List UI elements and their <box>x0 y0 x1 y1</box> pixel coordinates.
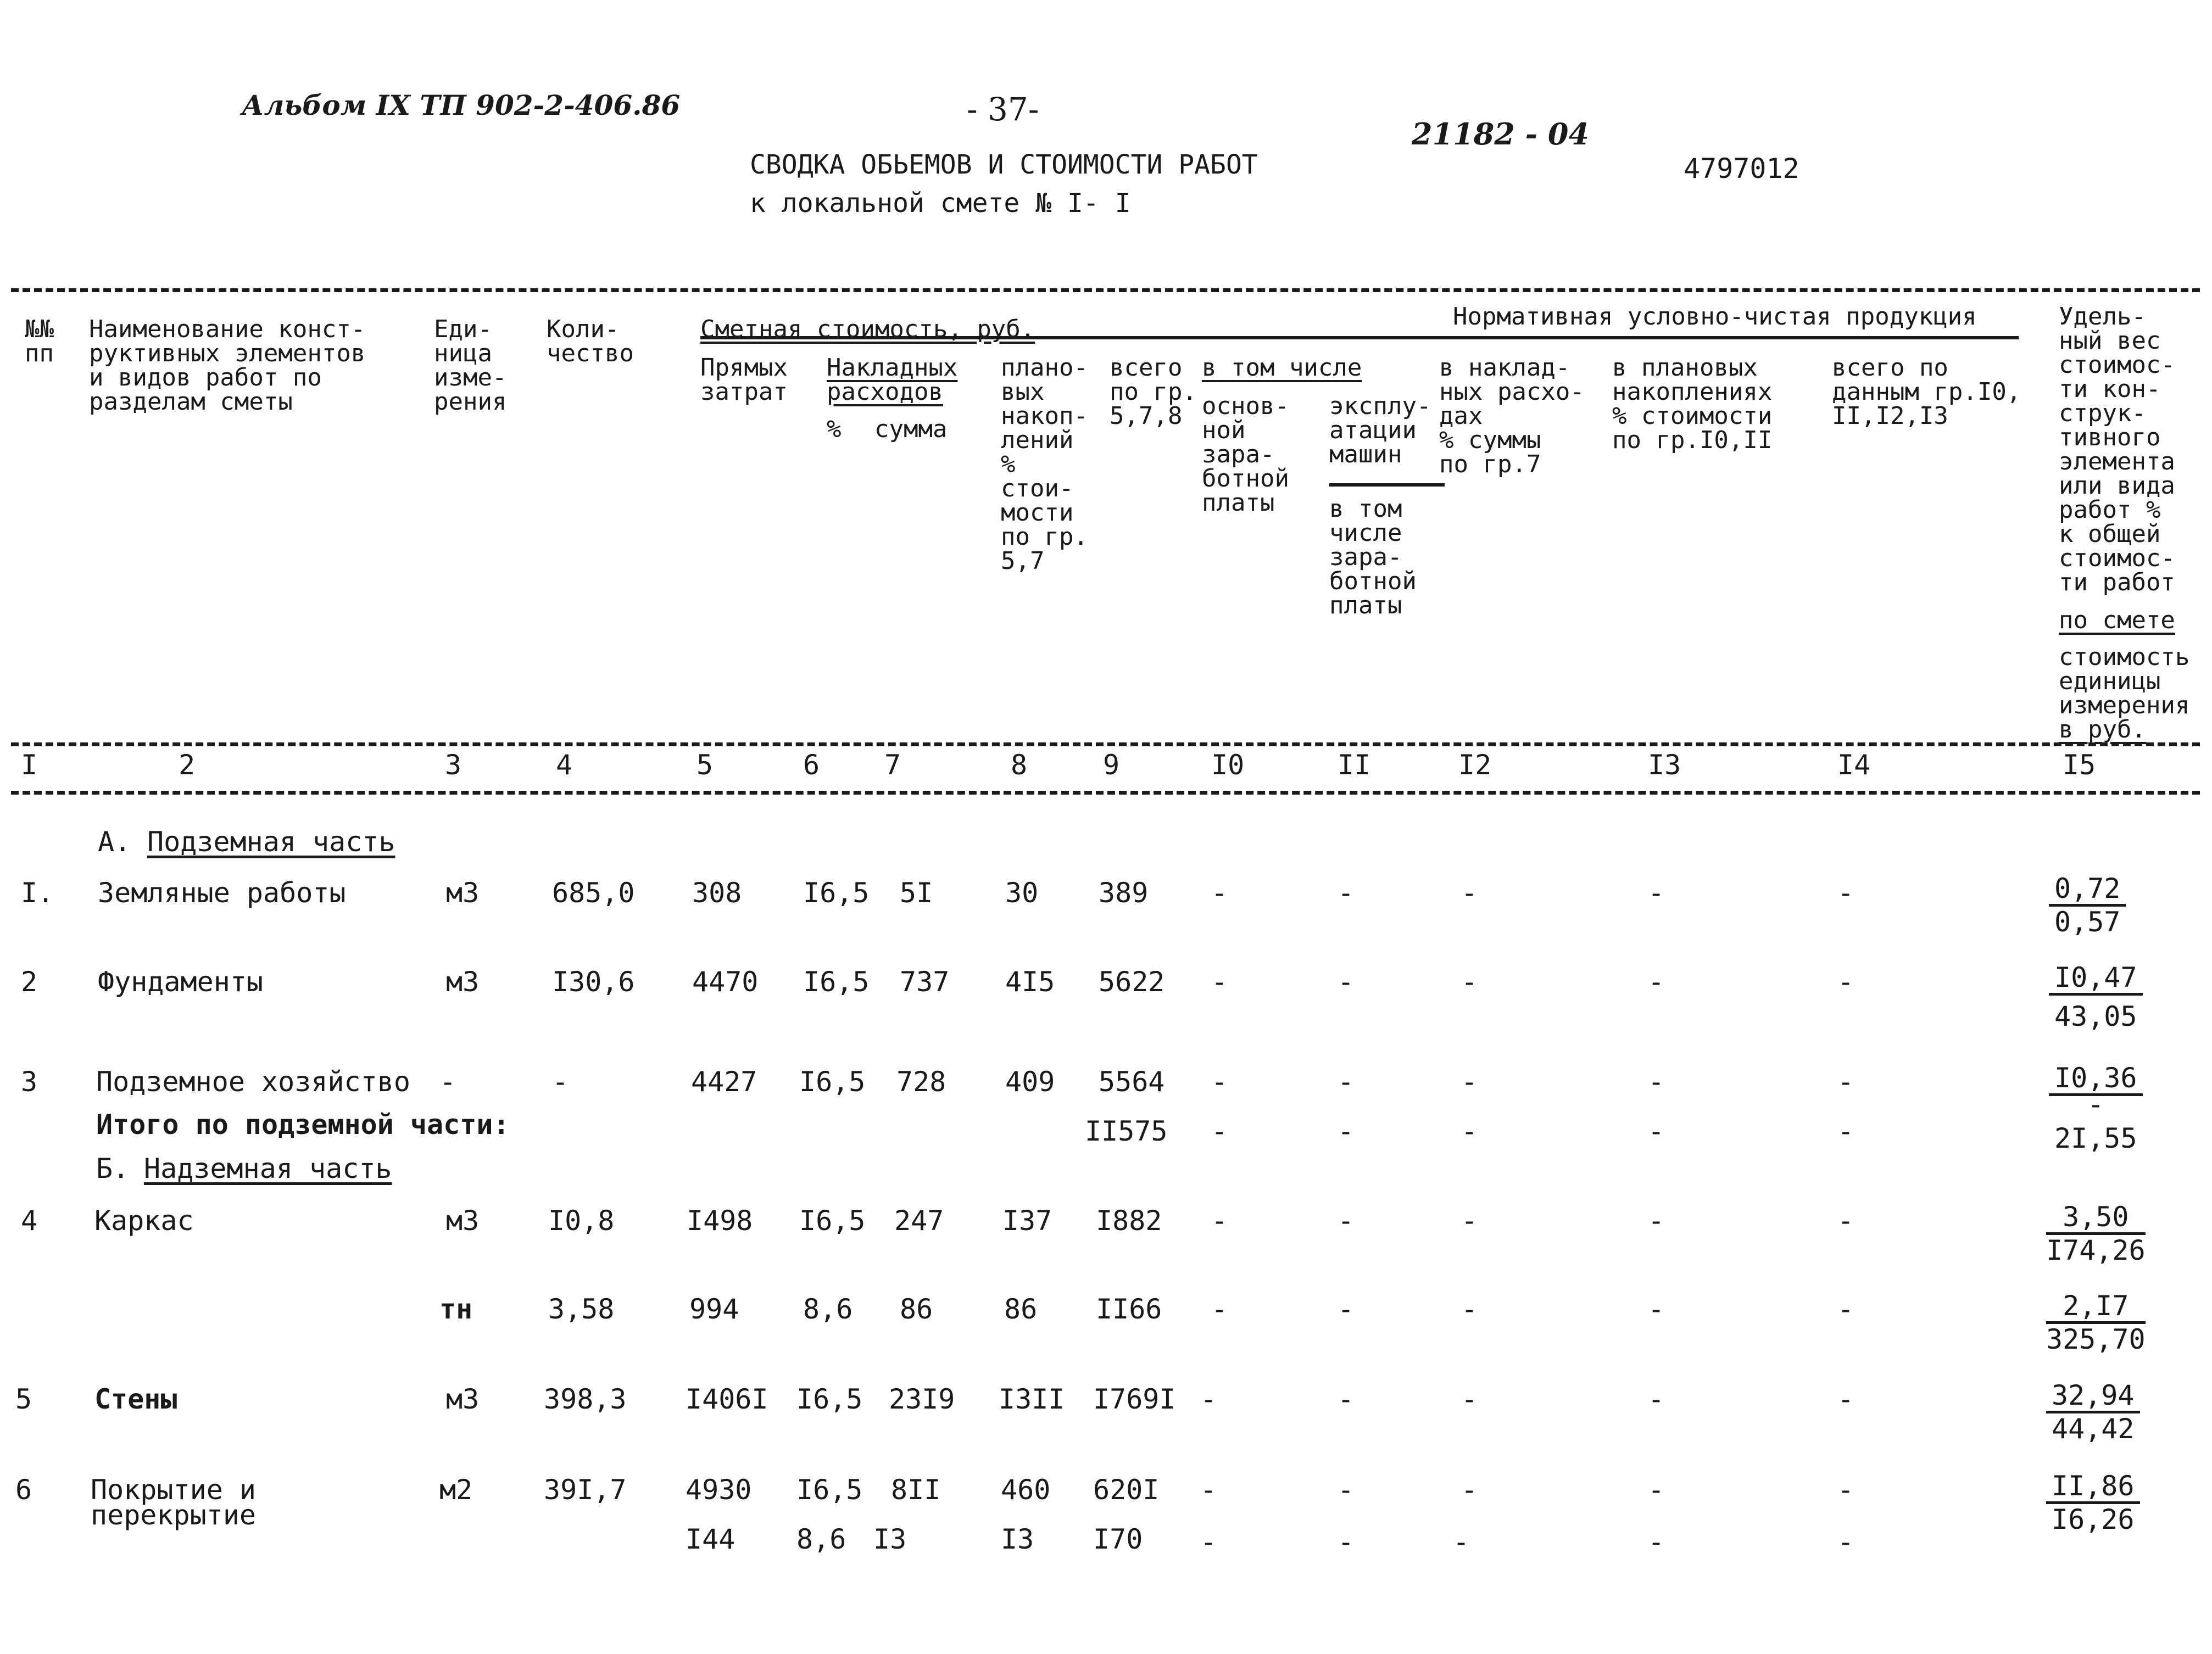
row-share: 32,94 <box>2046 1380 2140 1413</box>
row-col12: - <box>1453 1526 1470 1558</box>
row-unit: м3 <box>446 877 480 909</box>
col-header-unit: Еди- ница изме- рения <box>434 315 507 416</box>
document-number: 4797012 <box>1684 153 1799 185</box>
row-direct-costs: I498 <box>687 1205 753 1237</box>
row-quantity: 3,58 <box>548 1293 615 1325</box>
row-total: II66 <box>1096 1293 1162 1325</box>
row-number: 5 <box>15 1383 32 1415</box>
row-share-and-unit-cost <box>2046 1380 2140 1444</box>
section-a-prefix: А. <box>98 826 131 858</box>
row-col12: - <box>1461 1205 1478 1237</box>
page-number: - 37- <box>967 91 1039 128</box>
row-overhead-sum: 737 <box>900 966 950 998</box>
row-col10: - <box>1200 1474 1217 1506</box>
col-header-overhead: Накладных расходов <box>827 354 958 406</box>
col-group-estimated-cost: Сметная стоимость, руб. <box>700 315 1035 343</box>
section-b-prefix: Б. <box>96 1153 130 1184</box>
column-number: I5 <box>2063 749 2096 781</box>
col-header-15c: стоимость единицы измерения <box>2059 643 2190 719</box>
col-header-overhead-sum: сумма <box>874 415 948 443</box>
col-group-net-production: Нормативная условно-чистая продукция <box>1453 303 1977 331</box>
row-col13: - <box>1648 877 1665 909</box>
album-reference: Альбом IX ТП 902-2-406.86 <box>242 89 681 121</box>
row-col10: - <box>1211 1115 1228 1147</box>
row-col10: - <box>1211 1066 1228 1098</box>
row-col13: - <box>1648 1383 1665 1415</box>
row-overhead-sum: 247 <box>894 1205 944 1237</box>
column-number: I2 <box>1458 749 1492 781</box>
row-direct-costs: I406I <box>686 1383 768 1415</box>
section-b-title: Надземная часть <box>144 1153 392 1184</box>
row-overhead-sum: 5I <box>900 877 933 909</box>
col-header-planned-savings: плано- вых накоп- лений % стои- мости по гр. 5,7 <box>1001 354 1088 575</box>
row-direct-costs: 4930 <box>686 1474 752 1506</box>
row-col14: - <box>1837 1383 1854 1415</box>
row-col13: - <box>1648 1293 1665 1325</box>
col-header-total: всего по гр. 5,7,8 <box>1110 354 1197 430</box>
subtotal-total: II575 <box>1085 1115 1168 1147</box>
col-header-in-overhead: в наклад- ных расхо- дах % суммы по гр.7 <box>1439 354 1585 478</box>
row-number: 2 <box>21 966 38 998</box>
row-col10: - <box>1200 1526 1217 1558</box>
row-overhead-percent: 8,6 <box>796 1523 846 1555</box>
subtotal-share: 2I,55 <box>2054 1122 2137 1154</box>
row-overhead-percent: I6,5 <box>796 1474 863 1506</box>
row-col11: - <box>1338 1474 1355 1506</box>
col-header-direct-costs: Прямых затрат <box>700 354 788 406</box>
column-number: I0 <box>1211 749 1245 781</box>
row-col12: - <box>1461 877 1478 909</box>
column-number: I4 <box>1837 749 1871 781</box>
col-header-15a: Удель- ный вес стоимос- ти кон- струк- тивного элемента или вида работ % к общей стоимос- ти работ <box>2059 303 2175 596</box>
row-unit-cost: - <box>2087 1088 2104 1120</box>
row-unit: м3 <box>446 1205 480 1237</box>
row-overhead-percent: I6,5 <box>799 1066 866 1098</box>
row-col11: - <box>1338 1205 1355 1237</box>
row-col12: - <box>1461 1115 1478 1147</box>
row-share-and-unit-cost <box>2046 1290 2146 1355</box>
row-planned-savings: I3II <box>999 1383 1065 1415</box>
row-col14: - <box>1837 966 1854 998</box>
col-header-machine-operation: эксплу- атации машин <box>1329 392 1431 468</box>
row-col13: - <box>1648 1205 1665 1237</box>
row-col12: - <box>1461 1066 1478 1098</box>
row-planned-savings: 4I5 <box>1005 966 1055 998</box>
col-group-including: в том числе <box>1202 354 1362 382</box>
row-share: 0,72 <box>2049 873 2126 907</box>
row-col12: - <box>1461 966 1478 998</box>
subtotal-label: Итого по подземной части: <box>96 1109 510 1141</box>
column-number: 7 <box>884 749 901 781</box>
col-header-name: Наименование конст- руктивных элементов и видов работ по разделам сметы <box>89 315 366 416</box>
col-header-overhead-percent: % <box>827 415 842 443</box>
column-number: 9 <box>1103 749 1120 781</box>
row-total: 5622 <box>1099 966 1165 998</box>
row-col13: - <box>1648 1526 1665 1558</box>
row-unit-cost: I74,26 <box>2046 1234 2146 1266</box>
header-bottom-rule <box>11 742 2200 746</box>
numbers-bottom-rule <box>11 791 2200 795</box>
row-share: II,86 <box>2046 1471 2140 1504</box>
row-unit: - <box>439 1066 456 1098</box>
row-share-and-unit-cost <box>2046 1471 2140 1535</box>
row-col10: - <box>1211 1293 1228 1325</box>
row-planned-savings: I3 <box>1001 1523 1034 1555</box>
row-unit: тн <box>439 1293 473 1325</box>
row-col11: - <box>1338 1115 1355 1147</box>
column-number: 4 <box>556 749 573 781</box>
row-quantity: - <box>552 1066 569 1098</box>
row-overhead-percent: I6,5 <box>803 877 870 909</box>
row-total: 620I <box>1093 1474 1160 1506</box>
row-col14: - <box>1837 877 1854 909</box>
row-col10: - <box>1200 1383 1217 1415</box>
row-col14: - <box>1837 1526 1854 1558</box>
column-number: I3 <box>1648 749 1681 781</box>
row-unit-cost: 0,57 <box>2054 906 2121 938</box>
row-unit: м3 <box>446 1383 480 1415</box>
row-col14: - <box>1837 1205 1854 1237</box>
row-direct-costs: I44 <box>686 1523 736 1555</box>
row-total: I769I <box>1093 1383 1176 1415</box>
row-planned-savings: I37 <box>1002 1205 1052 1237</box>
row-planned-savings: 30 <box>1005 877 1039 909</box>
row-name: Каркас <box>94 1205 194 1237</box>
column-number: 6 <box>803 749 820 781</box>
row-unit: м2 <box>439 1474 473 1506</box>
row-col14: - <box>1837 1066 1854 1098</box>
col-header-number: №№ пп <box>25 315 54 367</box>
col-header-base-wages: основ- ной зара- ботной платы <box>1202 392 1289 517</box>
column-number: 2 <box>179 749 196 781</box>
row-overhead-sum: 8II <box>891 1474 941 1506</box>
col-header-machine-wages: в том числе зара- ботной платы <box>1329 495 1417 619</box>
col-header-quantity: Коли- чество <box>547 315 634 367</box>
row-quantity: I0,8 <box>548 1205 615 1237</box>
row-col10: - <box>1211 1205 1228 1237</box>
row-quantity: I30,6 <box>552 966 635 998</box>
row-col10: - <box>1211 877 1228 909</box>
col-header-total-by-data: всего по данным гр.I0, II,I2,I3 <box>1832 354 2021 430</box>
row-share-and-unit-cost <box>2049 1062 2143 1120</box>
document-code: 21182 - 04 <box>1412 116 1590 152</box>
col11-rule <box>1329 483 1445 487</box>
row-overhead-sum: 728 <box>896 1066 946 1098</box>
row-name: Фундаменты <box>98 966 264 998</box>
document-subtitle: к локальной смете № I- I <box>750 188 1131 219</box>
row-share: I0,47 <box>2049 962 2143 996</box>
row-direct-costs: 4427 <box>691 1066 757 1098</box>
row-overhead-sum: 86 <box>900 1293 933 1325</box>
row-col11: - <box>1338 1293 1355 1325</box>
row-col13: - <box>1648 966 1665 998</box>
column-number: 5 <box>697 749 714 781</box>
row-col12: - <box>1461 1293 1478 1325</box>
row-total: 389 <box>1099 877 1149 909</box>
table-top-rule <box>11 288 2200 292</box>
row-number: 6 <box>15 1474 32 1506</box>
col-header-15d: в руб. <box>2059 716 2146 744</box>
row-overhead-percent: I6,5 <box>803 966 870 998</box>
row-col12: - <box>1461 1383 1478 1415</box>
column-number: 8 <box>1011 749 1028 781</box>
document-title: СВОДКА ОБЬЕМОВ И СТОИМОСТИ РАБОТ <box>750 149 1258 180</box>
row-unit-cost: I6,26 <box>2052 1504 2135 1535</box>
column-number: 3 <box>445 749 462 781</box>
row-quantity: 398,3 <box>544 1383 627 1415</box>
row-number: I. <box>21 877 54 909</box>
row-direct-costs: 994 <box>689 1293 739 1325</box>
row-quantity: 685,0 <box>552 877 635 909</box>
column-number: I <box>21 749 38 781</box>
row-unit-cost: 44,42 <box>2052 1413 2135 1445</box>
row-col10: - <box>1211 966 1228 998</box>
row-col11: - <box>1338 966 1355 998</box>
row-overhead-sum: I3 <box>873 1523 907 1555</box>
col-header-15b: по смете <box>2059 606 2175 634</box>
row-col14: - <box>1837 1115 1854 1147</box>
col-header-in-planned-savings: в плановых накоплениях % стоимости по гр.I0,II <box>1612 354 1773 454</box>
row-share: 2,I7 <box>2046 1290 2146 1324</box>
row-direct-costs: 4470 <box>692 966 759 998</box>
row-col11: - <box>1338 1526 1355 1558</box>
row-overhead-percent: I6,5 <box>796 1383 863 1415</box>
row-overhead-percent: 8,6 <box>803 1293 853 1325</box>
row-share-and-unit-cost <box>2049 873 2126 937</box>
row-unit: м3 <box>446 966 480 998</box>
row-name: Земляные работы <box>98 877 346 909</box>
row-overhead-percent: I6,5 <box>799 1205 866 1237</box>
row-planned-savings: 460 <box>1001 1474 1051 1506</box>
row-number: 4 <box>21 1205 38 1237</box>
row-col14: - <box>1837 1474 1854 1506</box>
row-total: 5564 <box>1099 1066 1165 1098</box>
section-a-title: Подземная часть <box>147 826 395 858</box>
row-share-and-unit-cost <box>2046 1202 2146 1266</box>
row-unit-cost: 325,70 <box>2046 1323 2146 1355</box>
row-unit-cost: 43,05 <box>2054 1001 2137 1032</box>
row-name: Стены <box>94 1383 177 1415</box>
row-col13: - <box>1648 1066 1665 1098</box>
row-share-and-unit-cost <box>2049 962 2143 1032</box>
column-number: II <box>1338 749 1371 781</box>
row-quantity: 39I,7 <box>544 1474 627 1506</box>
row-number: 3 <box>21 1066 38 1098</box>
row-name: Покрытие и перекрытие <box>91 1474 257 1531</box>
row-planned-savings: 409 <box>1005 1066 1055 1098</box>
row-direct-costs: 308 <box>692 877 742 909</box>
row-total: I70 <box>1093 1523 1143 1555</box>
row-col13: - <box>1648 1474 1665 1506</box>
row-name: Подземное хозяйство <box>96 1066 410 1098</box>
row-col11: - <box>1338 1066 1355 1098</box>
row-overhead-sum: 23I9 <box>889 1383 955 1415</box>
row-planned-savings: 86 <box>1004 1293 1038 1325</box>
row-total: I882 <box>1096 1205 1162 1237</box>
row-share: I0,36 <box>2049 1063 2143 1096</box>
row-col14: - <box>1837 1293 1854 1325</box>
row-share: 3,50 <box>2046 1202 2146 1235</box>
row-col11: - <box>1338 877 1355 909</box>
row-col13: - <box>1648 1115 1665 1147</box>
row-col11: - <box>1338 1383 1355 1415</box>
row-col12: - <box>1461 1474 1478 1506</box>
